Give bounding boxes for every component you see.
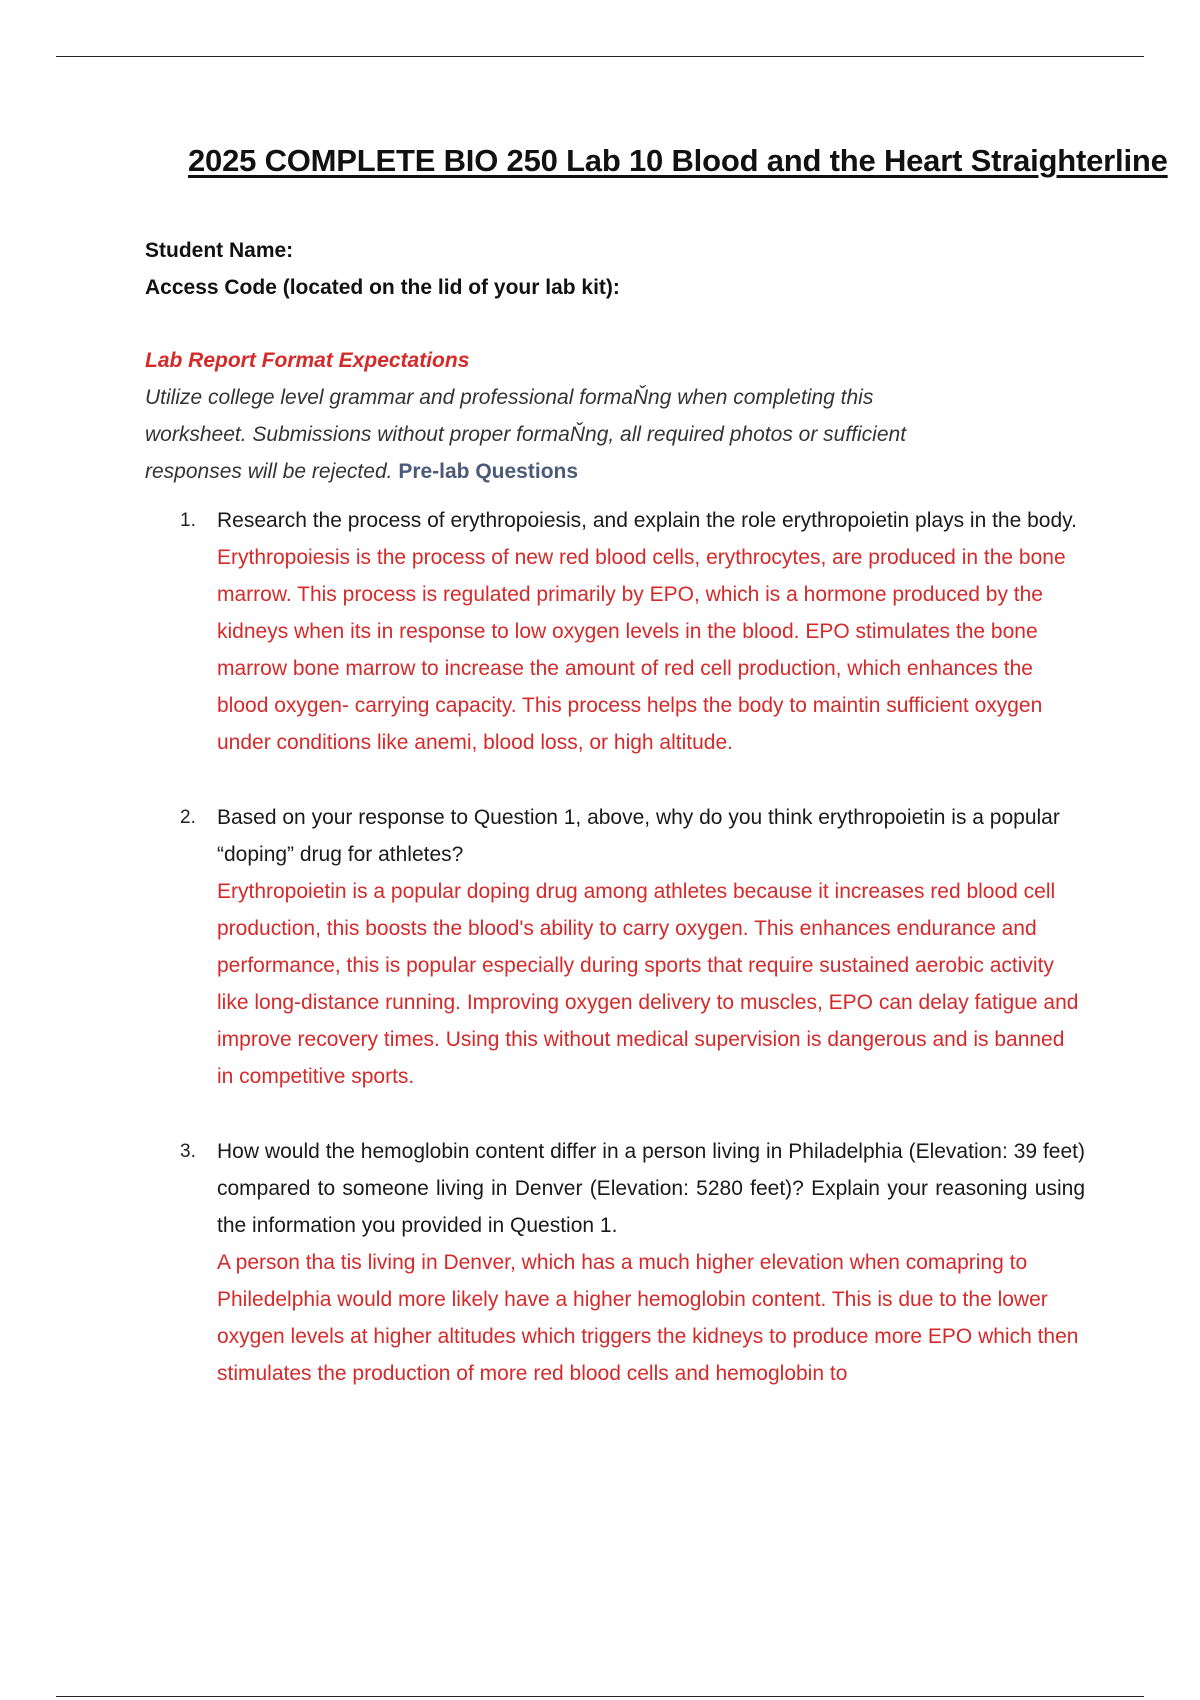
question-3-answer: A person tha tis living in Denver, which has a much higher elevation when comapring to Philedelphia would more likely have a higher hemoglobin content. This is due to the lower oxygen levels at higher altitudes which triggers the kidneys to produce more EPO which then stimulates the production of more red blood cells and hemoglobin to (217, 1251, 1079, 1385)
question-1-prompt: Research the process of erythropoiesis, and explain the role erythropoietin plays in the body. (217, 509, 1077, 532)
question-item-1 (145, 502, 1085, 761)
top-rule (56, 56, 1144, 57)
format-expectations-heading: Lab Report Format Expectations (145, 349, 470, 372)
document-body (145, 232, 1085, 1430)
question-2-prompt: Based on your response to Question 1, above, why do you think erythropoietin is a popular “doping” drug for athletes? (217, 806, 1060, 866)
format-expectations-text (145, 379, 965, 490)
question-number: 3. (180, 1141, 196, 1162)
question-2-answer: Erythropoietin is a popular doping drug among athletes because it increases red blood cell production, this boosts the blood's ability to carry oxygen. This enhances endurance and performance, this is popular especially during sports that require sustained aerobic activity like long-distance running. Improving oxygen delivery to muscles, EPO can delay fatigue and improve recovery times. Using this without medical supervision is dangerous and is banned in competitive sports. (217, 880, 1079, 1088)
format-expectations-body: Utilize college level grammar and professional formaŇng when completing this worksheet. Submissions without proper formaŇng, all required photos or sufficient responses will be rejected. (145, 386, 907, 483)
prelab-questions-heading: Pre-lab Questions (398, 460, 579, 483)
document-title: 2025 COMPLETE BIO 250 Lab 10 Blood and the Heart Straighterline (188, 143, 1168, 178)
question-item-2 (145, 799, 1085, 1095)
question-1-answer: Erythropoiesis is the process of new red blood cells, erythrocytes, are produced in the bone marrow. This process is regulated primarily by EPO, which is a hormone produced by the kidneys when its in response to low oxygen levels in the blood. EPO stimulates the bone marrow bone marrow to increase the amount of red cell production, which enhances the blood oxygen- carrying capacity. This process helps the body to maintin sufficient oxygen under conditions like anemi, blood loss, or high altitude. (217, 546, 1066, 754)
question-number: 1. (180, 510, 196, 531)
access-code-label: Access Code (located on the lid of your lab kit): (145, 276, 620, 299)
question-3-prompt: How would the hemoglobin content differ in a person living in Philadelphia (Elevation: 39 feet) compared to someone living in Denver (Elevation: 5280 feet)? Explain your reasoning using the information you provided in Question 1. (217, 1140, 1085, 1237)
question-item-3 (145, 1133, 1085, 1392)
bottom-rule (56, 1696, 1144, 1697)
question-list (145, 502, 1085, 1392)
question-number: 2. (180, 807, 196, 828)
student-name-label: Student Name: (145, 239, 294, 262)
question-text (217, 502, 1085, 761)
